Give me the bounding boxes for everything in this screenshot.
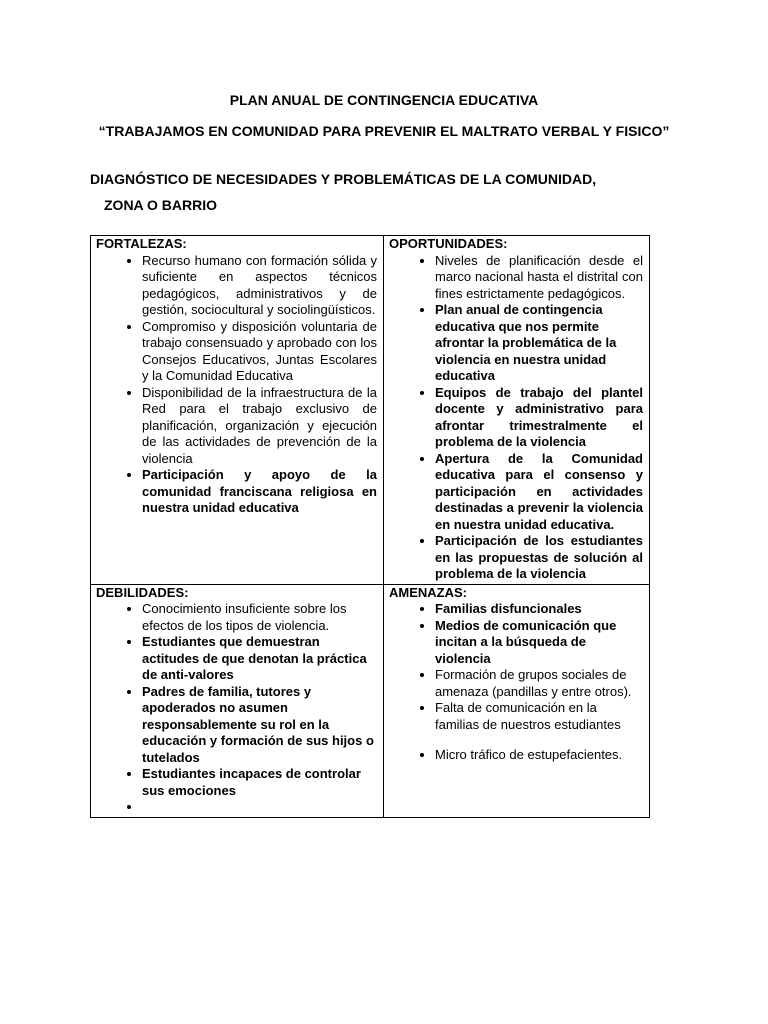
fortalezas-cell	[91, 236, 384, 585]
debilidades-item: • Estudiantes que demuestran actitudes de que denotan la práctica de anti-valores	[142, 634, 377, 684]
amenazas-item: • Micro tráfico de estupefacientes.	[435, 747, 643, 764]
debilidades-item: • Conocimiento insuficiente sobre los efectos de los tipos de violencia.	[142, 601, 377, 634]
oportunidades-item: • Apertura de la Comunidad educativa para el consenso y participación en actividades destinadas a prevenir la violencia en nuestra unidad educativa.	[435, 451, 643, 534]
section-heading: DIAGNÓSTICO DE NECESIDADES Y PROBLEMÁTICAS DE LA COMUNIDAD,	[90, 171, 597, 187]
debilidades-list	[96, 601, 377, 816]
fortalezas-item: • Participación y apoyo de la comunidad franciscana religiosa en nuestra unidad educativa	[142, 467, 377, 517]
debilidades-item: • Padres de familia, tutores y apoderados no asumen responsablemente su rol en la educación y formación de sus hijos o tutelados	[142, 684, 377, 767]
oportunidades-item: • Equipos de trabajo del plantel docente y administrativo para afrontar trimestralmente el problema de la violencia	[435, 385, 643, 451]
oportunidades-item: • Plan anual de contingencia educativa que nos permite afrontar la problemática de la violencia en nuestra unidad educativa	[435, 302, 643, 385]
oportunidades-cell	[384, 236, 650, 585]
document-subtitle: “TRABAJAMOS EN COMUNIDAD PARA PREVENIR EL MALTRATO VERBAL Y FISICO”	[98, 123, 670, 139]
debilidades-cell	[91, 584, 384, 817]
amenazas-item: • Formación de grupos sociales de amenaza (pandillas y entre otros).	[435, 667, 643, 700]
oportunidades-item: • Niveles de planificación desde el marco nacional hasta el distrital con fines estrictamente pedagógicos.	[435, 253, 643, 303]
fortalezas-item: • Disponibilidad de la infraestructura de la Red para el trabajo exclusivo de planificación, organización y ejecución de las actividades de prevención de la violencia	[142, 385, 377, 468]
amenazas-item: • Medios de comunicación que incitan a la búsqueda de violencia	[435, 618, 643, 668]
amenazas-cell	[384, 584, 650, 817]
amenazas-item: • Falta de comunicación en la familias de nuestros estudiantes	[435, 700, 643, 733]
fortalezas-item: • Recurso humano con formación sólida y suficiente en aspectos técnicos pedagógicos, administrativos y de gestión, sociocultural y sociolingüísticos.	[142, 253, 377, 319]
debilidades-item: • Estudiantes incapaces de controlar sus emociones	[142, 766, 377, 799]
oportunidades-label: OPORTUNIDADES:	[389, 236, 508, 251]
swot-row-bottom	[91, 584, 650, 817]
fortalezas-item: • Compromiso y disposición voluntaria de trabajo consensuado y aprobado con los Consejos Educativos, Juntas Escolares y la Comunidad Educativa	[142, 319, 377, 385]
oportunidades-list	[389, 253, 643, 583]
amenazas-label: AMENAZAS:	[389, 584, 467, 600]
debilidades-label: DEBILIDADES:	[96, 584, 189, 600]
swot-row-top	[91, 236, 650, 585]
document-title: PLAN ANUAL DE CONTINGENCIA EDUCATIVA	[229, 92, 539, 108]
amenazas-list	[389, 601, 643, 764]
debilidades-empty-item	[142, 799, 377, 816]
fortalezas-label: FORTALEZAS:	[96, 236, 187, 251]
amenazas-item: • Familias disfuncionales	[435, 601, 643, 618]
fortalezas-list	[96, 253, 377, 517]
swot-table	[90, 235, 650, 818]
section-subheading: ZONA O BARRIO	[104, 197, 218, 213]
oportunidades-item: • Participación de los estudiantes en las propuestas de solución al problema de la violencia	[435, 533, 643, 583]
